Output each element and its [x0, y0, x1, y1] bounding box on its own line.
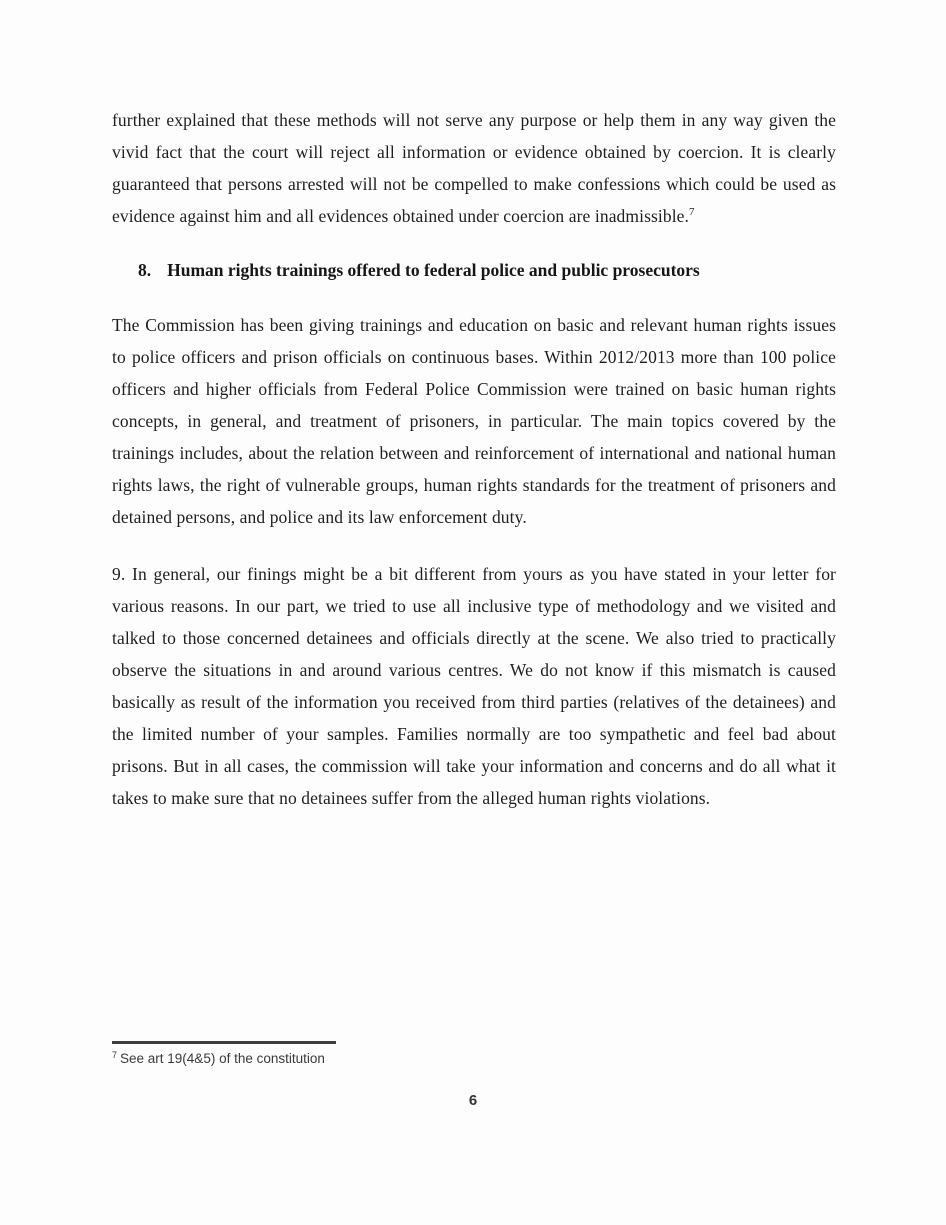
- paragraph-findings: 9. In general, our finings might be a bit different from yours as you have stated in your letter for various reasons. In our part, we tried to use all inclusive type of methodology and we visited and talked to those concerned detainees and officials directly at the scene. We also tried to practically observe the situations in and around various centres. We do not know if this mismatch is caused basically as result of the information you received from third parties (relatives of the detainees) and the limited number of your samples. Families normally are too sympathetic and feel bad about prisons. But in all cases, the commission will take your information and concerns and do all what it takes to make sure that no detainees suffer from the alleged human rights violations.: [112, 564, 836, 808]
- paragraph-trainings: The Commission has been giving trainings and education on basic and relevant human rights issues to police officers and prison officials on continuous bases. Within 2012/2013 more than 100 police officers and higher officials from Federal Police Commission were trained on basic human rights concepts, in general, and treatment of prisoners, in particular. The main topics covered by the trainings includes, about the relation between and reinforcement of international and national human rights laws, the right of vulnerable groups, human rights standards for the treatment of prisoners and detained persons, and police and its law enforcement duty.: [112, 315, 836, 527]
- footnote-text: [112, 1050, 836, 1068]
- section-heading-number: 8.: [138, 260, 152, 280]
- paragraph-intro-text: further explained that these methods will not serve any purpose or help them in any way given the vivid fact that the court will reject all information or evidence obtained by coercion. It is clearly guaranteed that persons arrested will not be compelled to make confessions which could be used as evidence against him and all evidences obtained under coercion are inadmissible.: [112, 110, 836, 226]
- footnote-content: See art 19(4&5) of the constitution: [120, 1051, 325, 1066]
- section-heading-label: Human rights trainings offered to federal police and public prosecutors: [167, 260, 700, 280]
- paragraph-intro: [112, 104, 836, 232]
- page-content: [112, 104, 836, 839]
- page-number: 6: [468, 1092, 478, 1109]
- footnote-marker: 7: [112, 1049, 118, 1060]
- section-heading-8: [112, 259, 836, 281]
- footnote-block: [112, 1041, 836, 1068]
- footnote-reference-7: 7: [689, 206, 695, 219]
- footnote-separator-rule: [112, 1041, 336, 1044]
